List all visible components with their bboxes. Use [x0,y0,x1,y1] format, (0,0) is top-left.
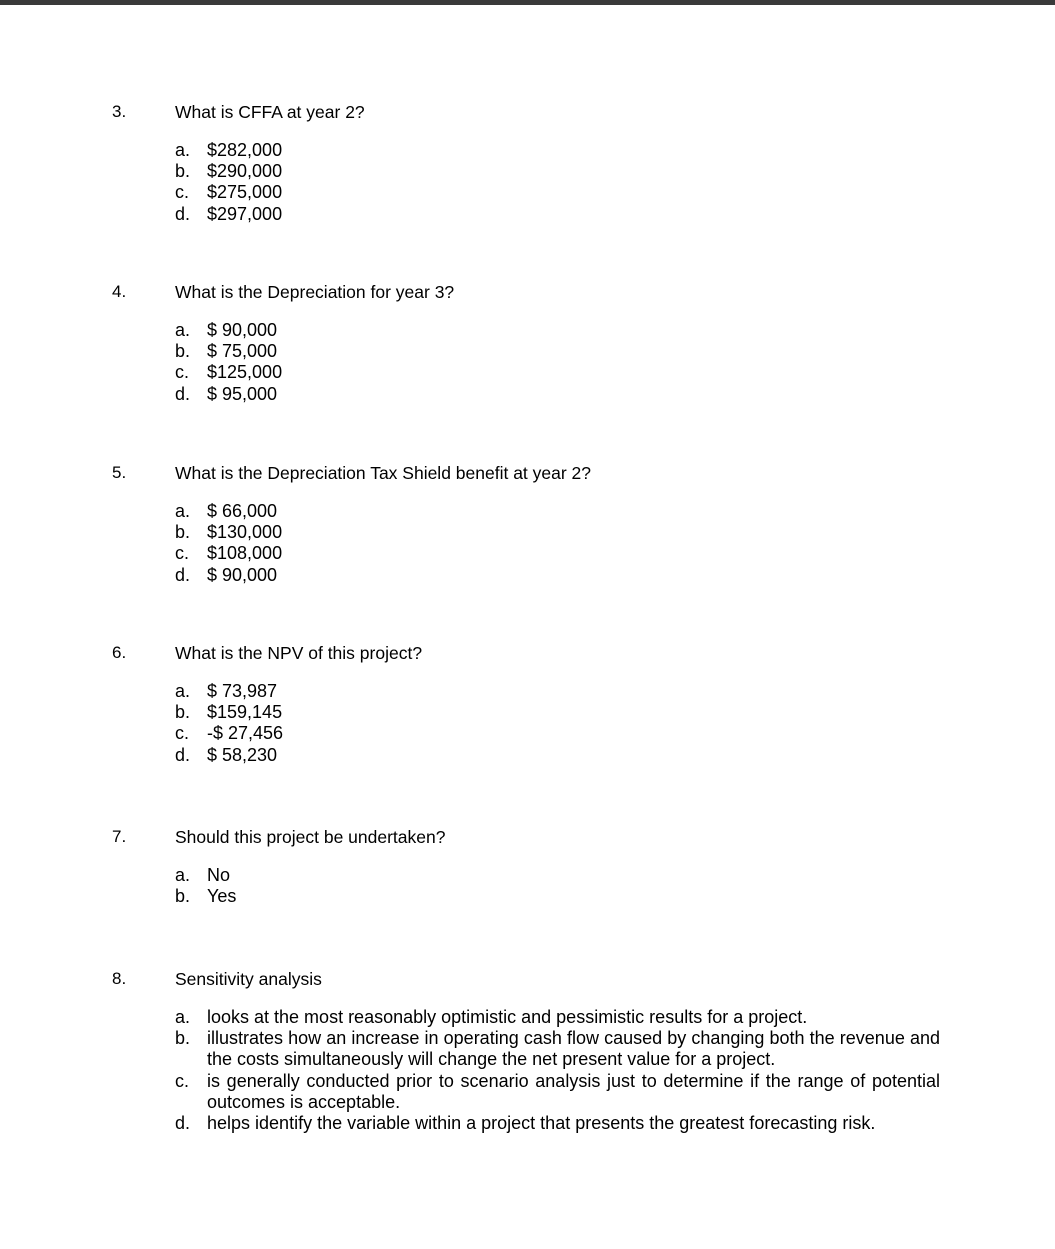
option-list [175,320,940,405]
option-letter: c. [175,1070,190,1091]
option-d [175,1113,940,1134]
option-letter: b. [175,161,191,182]
option-letter: b. [175,1028,191,1049]
option-c [175,362,940,383]
option-b [175,702,940,723]
question-text: Sensitivity analysis [175,969,322,989]
option-a [175,865,940,886]
option-text: $290,000 [207,161,283,182]
option-letter: c. [175,182,190,203]
option-text: $297,000 [207,203,283,224]
option-d [175,384,940,405]
option-c [175,1071,940,1113]
option-letter: a. [175,681,191,701]
option-text: $275,000 [207,182,283,203]
option-text: $ 58,230 [207,744,278,765]
option-list [175,501,940,586]
option-a [175,320,940,341]
option-letter: c. [175,543,190,564]
option-text: $ 95,000 [207,383,278,404]
option-letter: d. [175,383,191,404]
question-text: What is the NPV of this project? [175,643,423,663]
option-letter: d. [175,744,191,765]
option-list [175,865,940,907]
option-b [175,886,940,907]
question-number: 6. [112,643,127,662]
option-letter: c. [175,723,190,744]
option-text: -$ 27,456 [207,723,284,744]
option-letter: a. [175,320,191,340]
option-text: $130,000 [207,522,283,543]
option-text: $ 90,000 [207,320,278,340]
option-a [175,501,940,522]
option-letter: b. [175,702,191,723]
question-number: 7. [112,827,127,846]
option-a [175,681,940,702]
question-text: What is the Depreciation Tax Shield benefit at year 2? [175,463,592,483]
option-b [175,161,940,182]
option-letter: a. [175,501,191,521]
option-letter: b. [175,886,191,907]
question-number: 3. [112,102,127,121]
option-text: $ 73,987 [207,681,278,701]
option-letter: d. [175,203,191,224]
option-c [175,182,940,203]
option-text: helps identify the variable within a project that presents the greatest forecasting risk. [207,1113,876,1134]
option-list [175,681,940,766]
question-text: What is CFFA at year 2? [175,102,365,122]
option-b [175,341,940,362]
option-a [175,140,940,161]
option-text: looks at the most reasonably optimistic and pessimistic results for a project. [207,1007,808,1027]
option-c [175,723,940,744]
option-b [175,1028,940,1070]
option-list [175,1007,940,1134]
question-text: Should this project be undertaken? [175,827,446,847]
option-text: $159,145 [207,702,283,723]
option-letter: d. [175,564,191,585]
option-a [175,1007,940,1028]
option-letter: d. [175,1113,191,1134]
option-letter: c. [175,362,190,383]
question-number: 4. [112,282,127,301]
option-b [175,522,940,543]
option-text: $125,000 [207,362,283,383]
option-text: $282,000 [207,140,283,160]
option-letter: a. [175,140,191,160]
option-d [175,745,940,766]
top-border [0,0,1055,5]
option-text: illustrates how an increase in operating cash flow caused by changing both the revenue and the costs simultaneously will change the net present value for a project. [207,1028,940,1070]
option-letter: b. [175,341,191,362]
option-text: $ 66,000 [207,501,278,521]
question-number: 8. [112,969,127,988]
option-text: is generally conducted prior to scenario analysis just to determine if the range of potential outcomes is acceptable. [207,1070,940,1112]
question-number: 5. [112,463,127,482]
option-text: $108,000 [207,543,283,564]
option-d [175,565,940,586]
option-letter: a. [175,865,191,885]
option-letter: b. [175,522,191,543]
option-text: Yes [207,886,237,907]
option-text: No [207,865,231,885]
question-text: What is the Depreciation for year 3? [175,282,455,302]
option-d [175,204,940,225]
option-letter: a. [175,1007,191,1027]
option-text: $ 90,000 [207,564,278,585]
option-c [175,543,940,564]
option-text: $ 75,000 [207,341,278,362]
option-list [175,140,940,225]
